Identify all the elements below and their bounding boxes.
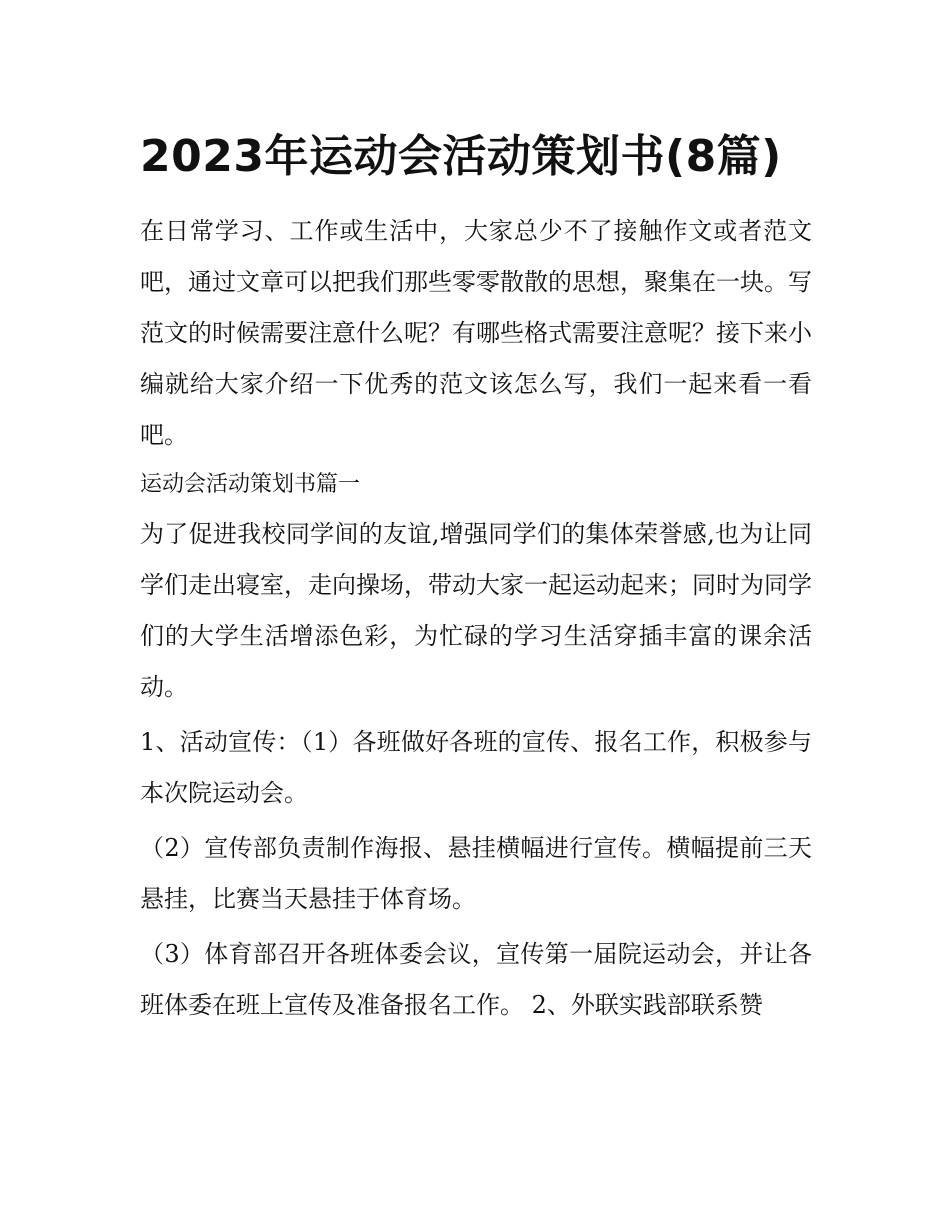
list-item-publicity: 1、活动宣传：（1）各班做好各班的宣传、报名工作，积极参与本次院运动会。	[140, 728, 812, 807]
body-paragraph: 为了促进我校同学间的友谊,增强同学们的集体荣誉感,也为让同学们走出寝室，走向操场，带动大家一起运动起来；同时为同学们的大学生活增添色彩，为忙碌的学习生活穿插丰富的课余活动。	[140, 520, 812, 701]
list-item-sports-dept: （3）体育部召开各班体委会议，宣传第一届院运动会，并让各班体委在班上宣传及准备报名工作。 2、外联实践部联系赞	[140, 940, 812, 1019]
section-heading: 运动会活动策划书篇一	[140, 472, 361, 497]
list-item-publicity-dept: （2）宣传部负责制作海报、悬挂横幅进行宣传。横幅提前三天悬挂，比赛当天悬挂于体育场。	[140, 834, 812, 913]
intro-paragraph: 在日常学习、工作或生活中，大家总少不了接触作文或者范文吧，通过文章可以把我们那些零零散散的思想，聚集在一块。写范文的时候需要注意什么呢？有哪些格式需要注意呢？接下来小编就给大家介绍一下优秀的范文该怎么写，我们一起来看一看吧。	[140, 217, 812, 449]
document-page	[140, 118, 812, 1031]
document-title: 2023年运动会活动策划书(8篇)	[140, 131, 782, 182]
